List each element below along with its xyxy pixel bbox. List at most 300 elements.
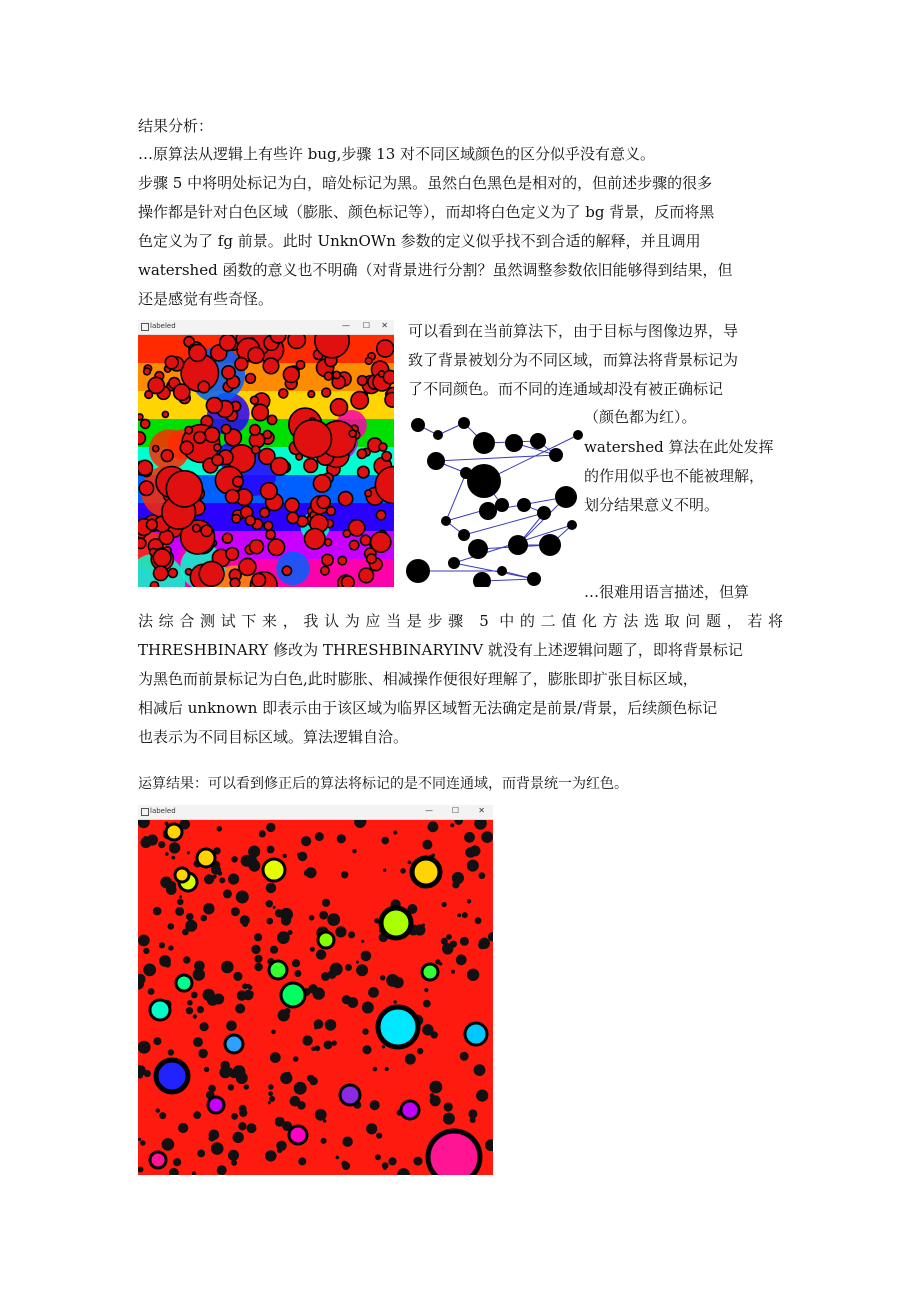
blob	[285, 498, 299, 512]
blob	[327, 507, 336, 516]
blob	[400, 868, 406, 874]
blob	[162, 411, 168, 417]
blob	[194, 432, 206, 444]
labeled-region	[318, 932, 334, 948]
blob	[249, 991, 254, 996]
blob	[423, 1000, 431, 1008]
blob	[341, 871, 348, 878]
blob	[193, 1014, 197, 1018]
blob	[161, 450, 173, 462]
paragraph-line: 法综合测试下来，我认为应当是步骤 5 中的二值化方法选取问题，若将	[138, 612, 783, 630]
side-text-line: （颜色都为红）。	[584, 408, 697, 426]
blob	[230, 578, 240, 587]
blob	[169, 842, 180, 853]
blob	[143, 964, 156, 977]
blob	[247, 1123, 257, 1133]
blob	[193, 1111, 201, 1119]
blob	[366, 1123, 377, 1134]
close-icon[interactable]: ✕	[478, 806, 485, 815]
blob	[268, 415, 277, 424]
blob	[467, 969, 479, 981]
blob	[358, 466, 370, 478]
app-icon	[141, 323, 149, 331]
blob	[473, 432, 495, 454]
blob	[408, 861, 412, 865]
labeled-region	[289, 1126, 307, 1144]
blob	[301, 836, 311, 846]
paragraph-line: 色定义为了 fg 前景。此时 UnknOWn 参数的定义似乎找不到合适的解释，并且调用	[138, 232, 701, 250]
blob	[304, 870, 311, 877]
blob	[342, 1162, 350, 1170]
blob	[158, 841, 165, 848]
blob	[150, 582, 158, 588]
blob	[315, 1109, 327, 1121]
blob	[549, 448, 563, 462]
blob	[138, 1041, 151, 1054]
blob	[336, 1156, 340, 1160]
blob	[166, 471, 202, 507]
blob	[141, 419, 150, 428]
blob	[338, 556, 346, 564]
blob	[275, 909, 283, 917]
blob	[246, 374, 256, 384]
blob	[294, 1082, 307, 1095]
blob	[530, 433, 546, 449]
blob	[331, 399, 348, 416]
blob	[249, 860, 261, 872]
blob	[197, 1006, 204, 1013]
blob	[365, 358, 372, 365]
blob	[356, 964, 368, 976]
blob	[270, 946, 278, 954]
blob	[231, 1160, 237, 1166]
blob	[265, 1150, 276, 1161]
labeled-region	[176, 975, 192, 991]
blob	[430, 1095, 441, 1106]
blob	[342, 1137, 352, 1147]
blob	[261, 483, 278, 500]
binary-mask-image	[406, 413, 584, 587]
labeled-region	[166, 824, 182, 840]
blob	[310, 947, 315, 952]
blob	[349, 430, 356, 437]
window-titlebar	[138, 805, 493, 820]
blob	[467, 464, 501, 498]
blob	[357, 449, 366, 458]
blob	[271, 1030, 276, 1035]
blob	[266, 823, 275, 832]
blob	[233, 476, 243, 486]
blob	[371, 532, 391, 552]
blob	[441, 516, 451, 526]
blob	[537, 506, 551, 520]
blob	[254, 955, 262, 963]
blob	[286, 1072, 291, 1077]
blob	[154, 566, 168, 580]
blob	[283, 367, 299, 383]
labeled-window-fixed	[138, 805, 493, 1175]
blob	[180, 441, 193, 454]
blob	[292, 959, 300, 967]
blob	[159, 942, 165, 948]
blob	[217, 826, 223, 832]
blob	[479, 502, 497, 520]
blob	[287, 512, 298, 523]
labeled-region	[269, 961, 287, 979]
blob	[168, 1049, 174, 1055]
blob	[226, 490, 240, 504]
blob	[281, 915, 291, 925]
blob	[457, 913, 461, 917]
blob	[385, 1067, 389, 1071]
blob	[555, 486, 577, 508]
blob	[375, 1154, 381, 1160]
blob	[204, 1067, 209, 1072]
blob	[268, 1091, 273, 1096]
blob	[495, 498, 509, 512]
blob	[476, 1090, 488, 1102]
blob	[220, 335, 236, 351]
blob	[267, 918, 274, 925]
blob	[226, 1021, 237, 1032]
blob	[414, 1157, 423, 1166]
paragraph-line: 为黑色而前景标记为白色,此时膨胀、相减操作便很好理解了，膨胀即扩张目标区域，	[138, 670, 698, 688]
blob	[305, 529, 326, 550]
blob	[406, 559, 430, 583]
binary-image-panel	[406, 413, 584, 587]
blob	[298, 852, 308, 862]
blob	[175, 907, 184, 916]
blob	[254, 963, 262, 971]
blob	[193, 968, 205, 980]
blob	[231, 856, 238, 863]
blob	[464, 832, 475, 843]
blob	[269, 1096, 275, 1102]
blob	[539, 534, 561, 556]
blob	[319, 911, 328, 920]
blob	[362, 1028, 368, 1034]
blob	[231, 1113, 238, 1120]
blob	[441, 938, 448, 945]
blob	[382, 837, 390, 845]
blob	[268, 1084, 273, 1089]
blob	[451, 970, 455, 974]
blob	[138, 1138, 141, 1141]
blob	[424, 988, 428, 992]
blob	[379, 443, 387, 451]
blob	[153, 907, 162, 916]
blob	[361, 940, 364, 943]
blob	[233, 1065, 246, 1078]
blob	[322, 899, 330, 907]
blob	[260, 508, 270, 518]
blob	[139, 481, 153, 495]
blob	[140, 1140, 145, 1145]
blob	[324, 372, 332, 380]
blob	[226, 548, 239, 561]
side-text-line: 的作用似乎也不能被理解，	[584, 467, 765, 485]
blob	[474, 1064, 486, 1076]
blob	[219, 877, 225, 883]
blob	[276, 1141, 286, 1151]
blob	[233, 1132, 244, 1143]
maximize-icon[interactable]: ☐	[451, 806, 459, 815]
blob	[317, 496, 330, 509]
blob	[446, 934, 452, 940]
app-icon	[141, 808, 149, 816]
blob	[388, 1157, 396, 1165]
blob	[316, 949, 326, 959]
paragraph-line: watershed 函数的意义也不明确（对背景进行分割？虽然调整参数依旧能够得到结果，但	[138, 261, 733, 279]
blob	[479, 872, 486, 879]
blob	[422, 840, 432, 850]
blob	[321, 1138, 327, 1144]
blob	[251, 945, 260, 954]
blob	[309, 1077, 317, 1085]
blob	[497, 566, 507, 576]
blob	[358, 376, 368, 386]
blob	[460, 937, 469, 946]
labeled-region	[378, 1007, 418, 1047]
blob	[383, 370, 394, 383]
blob	[145, 391, 153, 399]
blob	[193, 1037, 203, 1047]
blob	[147, 834, 158, 845]
blob	[294, 420, 332, 458]
blob	[138, 432, 145, 445]
blob	[235, 358, 248, 371]
blob	[508, 535, 528, 555]
blob	[527, 572, 541, 586]
blob	[282, 566, 291, 575]
blob	[348, 931, 355, 938]
blob	[147, 519, 158, 530]
blob	[417, 1048, 423, 1054]
blob	[327, 913, 340, 926]
blob	[205, 427, 220, 442]
blob	[361, 951, 372, 962]
paragraph-line: …原算法从逻辑上有些许 bug,步骤 13 对不同区域颜色的区分似乎没有意义。	[138, 145, 656, 163]
result-caption: 运算结果：可以看到修正后的算法将标记的是不同连通域，而背景统一为红色。	[138, 776, 628, 792]
labeled-region	[263, 859, 285, 881]
blob	[448, 557, 460, 569]
blob	[248, 846, 260, 858]
blob	[232, 515, 240, 523]
blob	[252, 573, 266, 587]
blob	[427, 452, 445, 470]
labeled-region	[150, 1000, 170, 1020]
blob	[314, 1026, 317, 1029]
blob	[382, 452, 391, 461]
blob	[248, 347, 264, 363]
window-title: labeled	[150, 807, 176, 815]
blob	[365, 490, 372, 497]
blob	[201, 915, 208, 922]
blob	[179, 895, 182, 898]
blob	[138, 460, 153, 475]
blob	[209, 1130, 220, 1141]
rainbow-watershed-image	[138, 335, 394, 587]
blob	[143, 948, 149, 954]
blob	[247, 984, 251, 988]
blob	[266, 530, 275, 539]
blob	[222, 425, 231, 434]
blob	[235, 1004, 245, 1014]
blob	[383, 1166, 387, 1170]
fixed-watershed-image	[138, 820, 493, 1175]
labeled-region	[422, 964, 438, 980]
blob	[206, 398, 222, 414]
blob	[479, 938, 490, 949]
blob	[251, 396, 259, 404]
blob	[211, 1142, 224, 1155]
blob	[462, 912, 468, 918]
blob	[198, 1049, 207, 1058]
blob	[250, 425, 261, 436]
blob	[203, 903, 214, 914]
blob	[405, 1054, 416, 1065]
blob	[428, 821, 439, 832]
blob	[444, 1102, 453, 1111]
blob	[573, 430, 583, 440]
heading: 结果分析：	[138, 117, 214, 135]
blob	[470, 1117, 476, 1123]
minimize-icon[interactable]: —	[342, 321, 350, 330]
blob	[382, 1045, 385, 1048]
blob	[315, 832, 324, 841]
labeled-region	[340, 1085, 360, 1105]
blob	[138, 538, 146, 548]
blob	[345, 964, 352, 971]
close-icon[interactable]: ✕	[381, 321, 388, 330]
blob	[458, 529, 470, 541]
paragraph-line: …很难用语言描述，但算	[584, 583, 750, 601]
labeled-region	[381, 908, 411, 938]
blob	[165, 356, 178, 369]
blob	[237, 990, 247, 1000]
blob	[244, 1084, 249, 1089]
blob	[239, 1105, 247, 1113]
blob	[362, 1045, 371, 1054]
blob	[270, 335, 285, 343]
blob	[191, 992, 198, 999]
blob	[298, 1157, 306, 1165]
blob	[362, 1002, 374, 1014]
blob	[468, 539, 488, 559]
blob	[351, 392, 368, 409]
blob	[442, 943, 453, 954]
blob	[392, 977, 404, 989]
blob	[315, 1046, 321, 1052]
blob	[304, 459, 318, 473]
blob	[361, 535, 371, 545]
blob	[385, 393, 394, 408]
blob	[154, 1037, 162, 1045]
blob	[178, 1123, 188, 1133]
blob	[383, 869, 386, 872]
blob	[223, 889, 232, 898]
blob	[288, 930, 293, 935]
blob	[376, 1133, 382, 1139]
blob	[322, 388, 331, 397]
side-text-line: 致了背景被划分为不同区域，而算法将背景标记为	[408, 351, 739, 369]
blob	[268, 539, 284, 555]
blob	[373, 1067, 378, 1072]
blob	[321, 567, 329, 575]
blob	[323, 1119, 326, 1122]
blob	[222, 366, 235, 379]
blob	[182, 929, 189, 936]
blob	[177, 899, 184, 906]
blob	[393, 1000, 397, 1004]
blob	[204, 874, 214, 884]
blob	[284, 1008, 290, 1014]
blob	[273, 906, 276, 909]
blob	[370, 1100, 380, 1110]
maximize-icon[interactable]: ☐	[362, 321, 370, 330]
blob	[452, 872, 464, 884]
window-titlebar	[138, 320, 394, 335]
blob	[380, 975, 385, 980]
blob	[238, 1122, 246, 1130]
blob	[197, 1150, 205, 1158]
side-text-line: 了不同颜色。而不同的连通域却没有被正确标记	[408, 380, 724, 398]
blob	[159, 1112, 166, 1119]
blob	[342, 576, 355, 587]
blob	[187, 851, 190, 854]
blob	[189, 344, 206, 361]
blob	[328, 970, 337, 979]
blob	[337, 834, 346, 843]
blob	[484, 837, 489, 842]
blob	[228, 874, 239, 885]
blob	[458, 417, 470, 429]
blob	[168, 569, 177, 578]
labeled-region	[150, 1152, 166, 1168]
blob	[144, 368, 151, 375]
blob	[325, 1019, 337, 1031]
blob	[233, 972, 242, 981]
blob	[201, 525, 212, 536]
blob	[302, 1035, 312, 1045]
blob	[268, 1101, 271, 1104]
blob	[153, 446, 159, 452]
labeled-region	[197, 849, 215, 867]
blob	[270, 1052, 281, 1063]
blob	[138, 414, 143, 420]
blob	[465, 847, 476, 858]
blob	[153, 549, 171, 567]
blob	[283, 854, 287, 858]
blob	[259, 830, 266, 837]
blob	[236, 891, 249, 904]
blob	[347, 997, 358, 1008]
window-title: labeled	[150, 322, 176, 330]
blob	[450, 823, 454, 827]
blob	[254, 933, 262, 941]
blob	[293, 1056, 299, 1062]
blob	[439, 962, 442, 965]
labeled-region	[401, 1101, 419, 1119]
blob	[288, 335, 305, 349]
paragraph-line: 步骤 5 中将明处标记为白，暗处标记为黑。虽然白色黑色是相对的，但前述步骤的很多	[138, 174, 713, 192]
blob	[187, 1000, 193, 1006]
blob	[368, 987, 379, 998]
blob	[266, 900, 273, 907]
minimize-icon[interactable]: —	[425, 806, 433, 815]
blob	[263, 358, 279, 374]
blob	[333, 371, 340, 378]
